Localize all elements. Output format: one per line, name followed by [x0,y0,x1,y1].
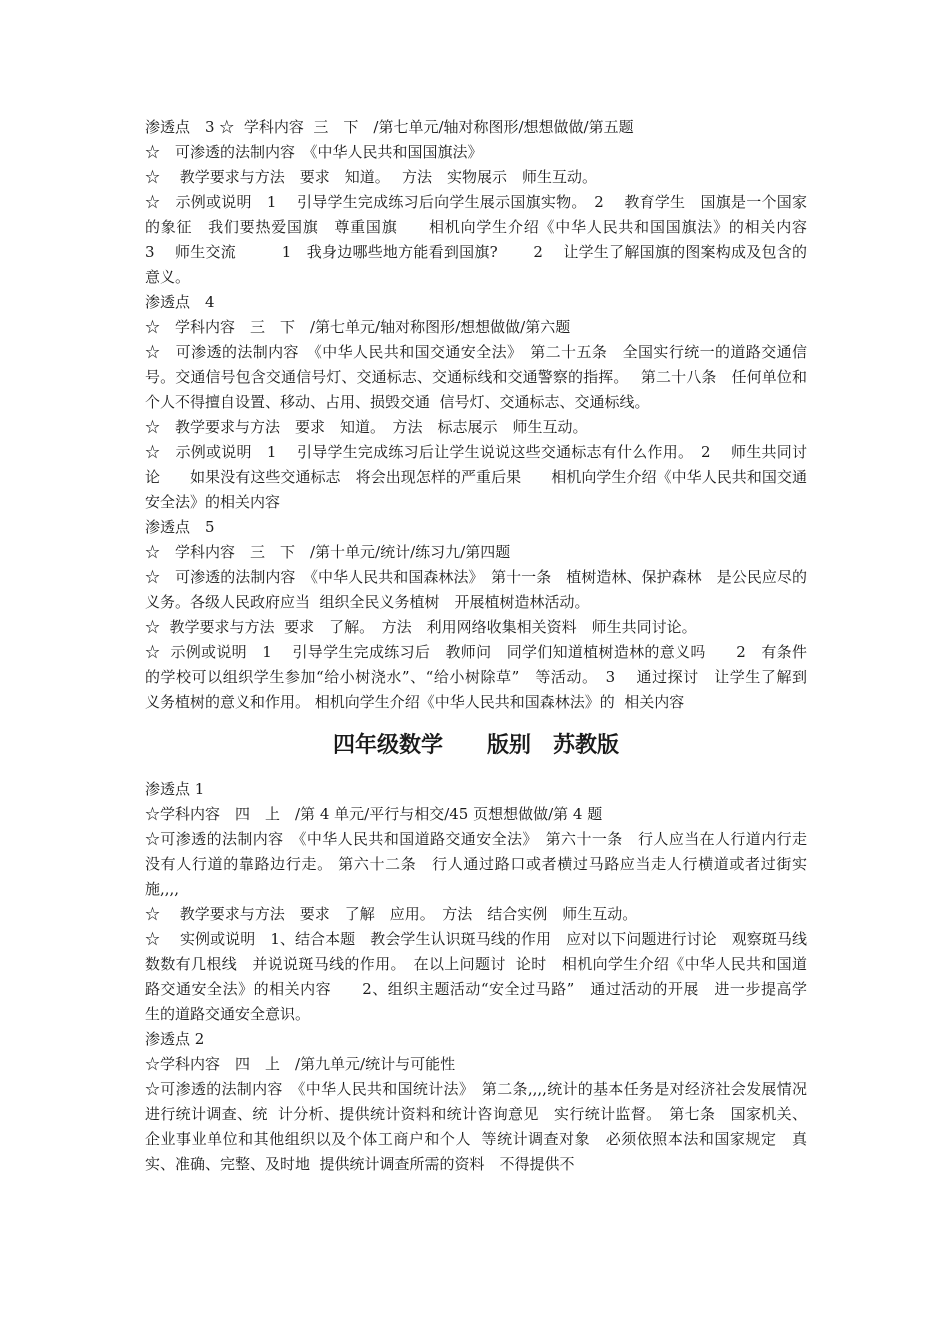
point-3-law: ☆ 可渗透的法制内容 《中华人民共和国国旗法》 [145,143,483,161]
point-1 [145,777,823,1027]
point-4-method: ☆ 教学要求与方法 要求 知道。 方法 标志展示 师生互动。 [145,418,588,436]
point-3-title: 渗透点 3 ☆ 学科内容 三 下 /第七单元/轴对称图形/想想做做/第五题 [145,118,634,136]
point-2-law: ☆可渗透的法制内容 《中华人民共和国统计法》 第二条,,,,统计的基本任务是对经济社会发展情况进行统计调查、统 计分析、提供统计资料和统计咨询意见 实行统计监督。 第七条 国家机关、企业事业单位和其他组织以及个体工商户和个人 等统计调查对象 必须依照本法和国家规定 真实、准确、完整、及时地 提供统计调查所需的资料 不得提供不 [145,1080,807,1173]
point-1-subject: ☆学科内容 四 上 /第 4 单元/平行与相交/45 页想想做做/第 4 题 [145,805,603,823]
section-grade4 [145,777,823,1177]
point-3-example: ☆ 示例或说明 1 引导学生完成练习后向学生展示国旗实物。 2 教育学生 国旗是一个国家的象征 我们要热爱国旗 尊重国旗 相机向学生介绍《中华人民共和国国旗法》的相关内容 3 师生交流 1 我身边哪些地方能看到国旗? 2 让学生了解国旗的图案构成及包含的意义。 [145,193,838,286]
point-2-subject: ☆学科内容 四 上 /第九单元/统计与可能性 [145,1055,456,1073]
point-3 [145,115,838,290]
point-5-law: ☆ 可渗透的法制内容 《中华人民共和国森林法》 第十一条 植树造林、保护森林 是公民应尽的义务。各级人民政府应当 组织全民义务植树 开展植树造林活动。 [145,568,807,611]
section-heading: 四年级数学 版别 苏教版 [332,732,619,758]
point-4 [145,290,807,515]
point-4-example: ☆ 示例或说明 1 引导学生完成练习后让学生说说这些交通标志有什么作用。 2 师生共同讨论 如果没有这些交通标志 将会出现怎样的严重后果 相机向学生介绍《中华人民共和国交通安全法》的相关内容 [145,443,807,511]
point-1-example: ☆ 实例或说明 1、结合本题 教会学生认识斑马线的作用 应对以下问题进行讨论 观察斑马线 数数有几根线 并说说斑马线的作用。 在以上问题讨 论时 相机向学生介绍《中华人民共和国道路交通安全法》的相关内容 2、组织主题活动“安全过马路” 通过活动的开展 进一步提高学 生的道路交通安全意识。 [145,930,823,1023]
point-5-example: ☆ 示例或说明 1 引导学生完成练习后 教师问 同学们知道植树造林的意义吗 2 有条件的学校可以组织学生参加“给小树浇水”、“给小树除草” 等活动。 3 通过探讨 让学生了解到 义务植树的意义和作用。 相机向学生介绍《中华人民共和国森林法》的 相关内容 [145,643,838,711]
point-4-title: 渗透点 4 [145,293,215,311]
point-4-law: ☆ 可渗透的法制内容 《中华人民共和国交通安全法》 第二十五条 全国实行统一的道路交通信号。交通信号包含交通信号灯、交通标志、交通标线和交通警察的指挥。 第二十八条 任何单位和个人不得擅自设置、移动、占用、损毁交通 信号灯、交通标志、交通标线。 [145,343,807,411]
point-5-method: ☆ 教学要求与方法 要求 了解。 方法 利用网络收集相关资料 师生共同讨论。 [145,618,697,636]
point-4-subject: ☆ 学科内容 三 下 /第七单元/轴对称图形/想想做做/第六题 [145,318,571,336]
point-2 [145,1027,807,1177]
point-1-law: ☆可渗透的法制内容 《中华人民共和国道路交通安全法》 第六十一条 行人应当在人行道内行走 没有人行道的靠路边行走。 第六十二条 行人通过路口或者横过马路应当走人行横道或者过街实 施,,,, [145,830,823,898]
point-5 [145,515,838,715]
point-5-subject: ☆ 学科内容 三 下 /第十单元/统计/练习九/第四题 [145,543,511,561]
point-1-title: 渗透点 1 [145,780,205,798]
point-5-title: 渗透点 5 [145,518,215,536]
point-3-method: ☆ 教学要求与方法 要求 知道。 方法 实物展示 师生互动。 [145,168,598,186]
point-1-method: ☆ 教学要求与方法 要求 了解 应用。 方法 结合实例 师生互动。 [145,905,638,923]
document-body [145,115,838,1177]
section-grade3 [145,115,838,715]
point-2-title: 渗透点 2 [145,1030,205,1048]
